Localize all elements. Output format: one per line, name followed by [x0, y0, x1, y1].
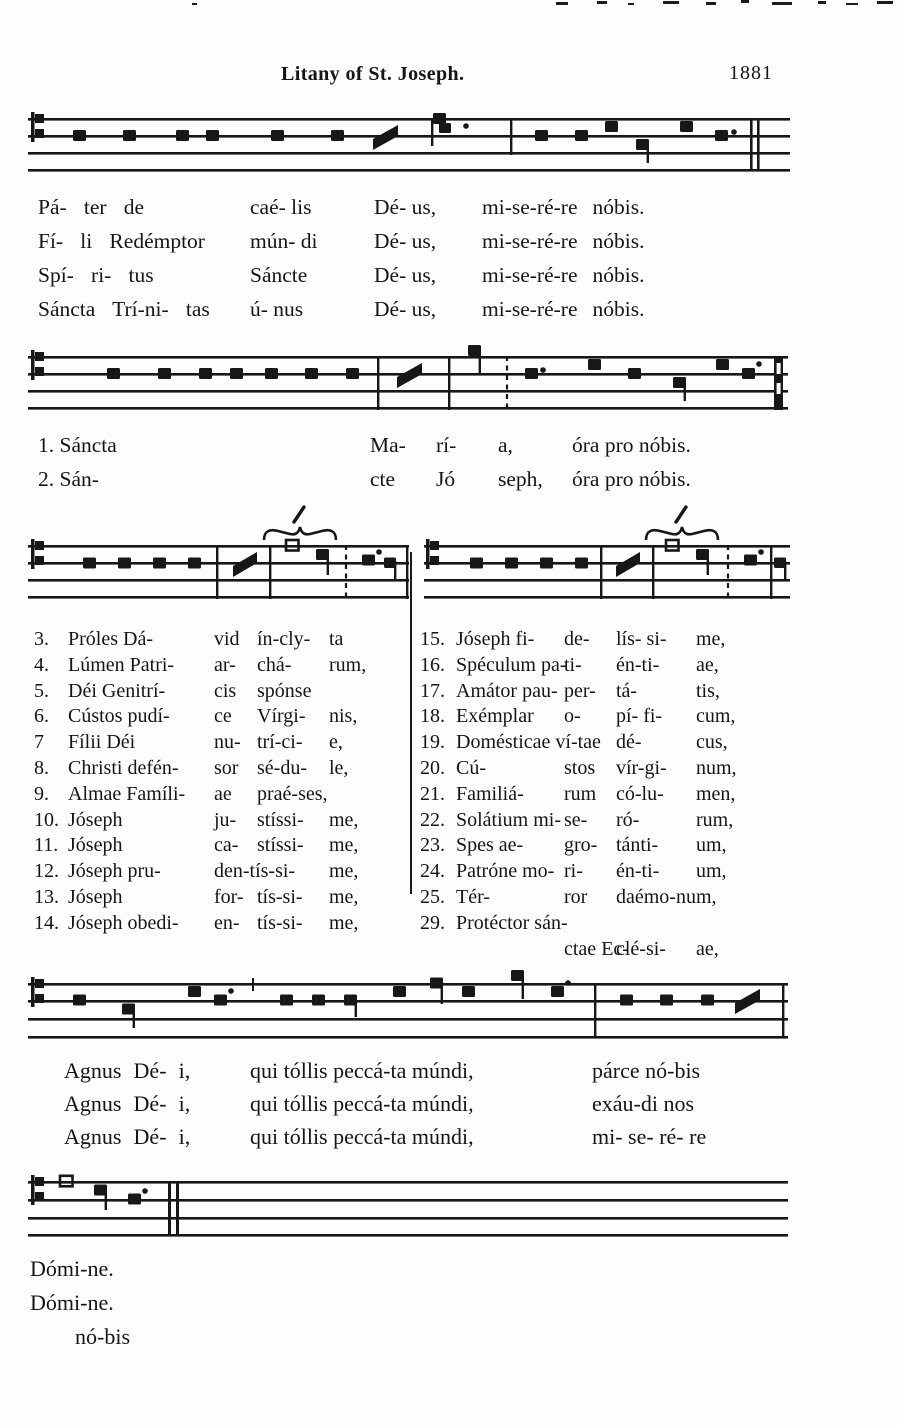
litany-row — [34, 833, 414, 859]
item-number: 13. — [34, 885, 59, 908]
lyric-cell: vír-gi- — [616, 756, 667, 779]
item-number: 22. — [420, 808, 445, 831]
lyric-cell: me, — [329, 808, 359, 831]
lyric-cell: le, — [329, 756, 349, 779]
lyric-cell: stíssi- — [257, 808, 304, 831]
lyric-cell: Domésticae ví-tae — [456, 731, 601, 754]
item-number: 18. — [420, 705, 445, 728]
litany-row — [420, 730, 850, 756]
finale-line: Dómi-ne. — [30, 1290, 114, 1315]
litany-row — [34, 679, 414, 705]
lyric-cell: sor — [214, 756, 239, 779]
litany-row — [34, 704, 414, 730]
item-number: 14. — [34, 911, 59, 934]
lyric-cell: dé- — [616, 731, 642, 754]
lyric-cell: Protéctor sán- — [456, 911, 568, 934]
phrase-bracket — [264, 527, 336, 540]
sancta-invocations — [38, 428, 783, 496]
item-number: 23. — [420, 834, 445, 857]
lyric-cell: ca- — [214, 834, 239, 857]
lyric-cell: Cústos pudí- — [68, 705, 170, 728]
item-number: 6. — [34, 705, 49, 728]
litany-row — [34, 653, 414, 679]
agnus-verse-row — [64, 1120, 804, 1153]
lyric-cell — [564, 730, 616, 756]
lyric-cell: mi-se-ré-re nóbis. — [482, 195, 645, 219]
lyric-cell: cis — [214, 679, 237, 702]
accent-mark — [676, 507, 686, 522]
lyric-cell: Exémplar — [456, 705, 534, 728]
podatus-neume — [233, 552, 257, 577]
lyric-cell: Fí- li Redémptor — [38, 229, 205, 253]
lyric-cell: se- — [564, 808, 588, 831]
lyric-cell: Jóseph pru- — [68, 860, 161, 883]
item-number: 7 — [34, 731, 44, 754]
lyric-cell: mi- se- ré- re — [592, 1124, 707, 1149]
litany-row — [34, 859, 414, 885]
lyric-cell: ae — [214, 782, 232, 805]
page-title: Litany of St. Joseph. — [281, 63, 465, 85]
item-number: 12. — [34, 860, 59, 883]
litany-row — [420, 833, 850, 859]
lyric-cell: me, — [329, 860, 359, 883]
lyric-cell: exáu-di nos — [592, 1091, 695, 1116]
lyric-cell: den-tís-si- — [214, 860, 296, 883]
lyric-cell: tís-si- — [257, 911, 303, 934]
item-number: 10. — [34, 808, 59, 831]
phrase-bracket — [646, 527, 718, 540]
lyric-cell: Spéculum pa- — [456, 653, 567, 676]
item-number: 19. — [420, 731, 445, 754]
lyric-cell: Jóseph — [68, 885, 123, 908]
lyric-cell: Vírgi- — [257, 705, 306, 728]
lyric-cell: Patróne mo- — [456, 860, 555, 883]
lyric-cell: rí- — [436, 433, 457, 457]
agnus-dei-lines — [64, 1054, 804, 1153]
lyric-cell: ctae Ec- — [564, 937, 629, 960]
podatus-neume — [735, 989, 760, 1014]
deus-verse-row — [38, 292, 753, 326]
litany-row — [34, 885, 414, 911]
lyric-cell: mún- di — [250, 229, 318, 253]
lyric-cell: Lúmen Patri- — [68, 653, 175, 676]
lyric-cell: ror — [564, 885, 588, 908]
lyric-cell: o- — [564, 705, 581, 728]
lyric-cell — [616, 911, 696, 937]
lyric-cell: tá- — [616, 679, 638, 702]
litany-row — [34, 730, 414, 756]
lyric-cell: Spes ae- — [456, 834, 524, 857]
lyric-cell: Solátium mi- — [456, 808, 561, 831]
lyric-cell: um, — [696, 834, 727, 857]
c-clef-icon — [31, 112, 44, 142]
lyric-cell: nu- — [214, 731, 241, 754]
lyric-cell: Cú- — [456, 756, 486, 779]
lyric-cell — [696, 885, 850, 911]
item-number — [420, 937, 456, 963]
lyric-cell: párce nó-bis — [592, 1058, 701, 1083]
sancta-verse-row — [38, 462, 783, 496]
lyric-cell: ró- — [616, 808, 640, 831]
lyric-cell: ae, — [696, 937, 719, 960]
lyric-cell: vid — [214, 628, 240, 650]
deus-verse-row — [38, 258, 753, 292]
lyric-cell — [329, 679, 414, 705]
lyric-cell: Jóseph obedi- — [68, 911, 179, 934]
lyric-cell: cte — [370, 467, 396, 491]
lyric-cell: me, — [329, 911, 359, 934]
lyric-cell: chá- — [257, 653, 292, 676]
lyric-cell: me, — [329, 834, 359, 857]
lyric-cell: rum, — [329, 653, 367, 676]
item-number: 5. — [34, 679, 49, 702]
podatus-neume — [397, 363, 422, 388]
litany-column-left — [34, 627, 414, 937]
litany-row — [420, 885, 850, 911]
finale-line: nó-bis — [75, 1324, 130, 1349]
sancta-verse-row — [38, 428, 783, 462]
lyric-cell: en- — [214, 911, 240, 934]
lyric-cell: Christi defén- — [68, 756, 179, 779]
item-number: 20. — [420, 756, 445, 779]
lyric-cell: mi-se-ré-re nóbis. — [482, 263, 645, 287]
lyric-cell: Déi Genitrí- — [68, 679, 166, 702]
lyric-cell: Jóseph — [68, 834, 123, 857]
lyric-cell: Dé- us, — [374, 195, 437, 219]
lyric-cell: qui tóllis peccá-ta múndi, — [250, 1058, 474, 1083]
lyric-cell — [257, 859, 329, 885]
c-clef-icon — [426, 539, 439, 569]
podatus-neume — [616, 552, 640, 577]
lyric-cell: clé-si- — [616, 937, 666, 960]
staff-sancta-notation — [28, 341, 794, 423]
lyric-cell: Dé- us, — [374, 263, 437, 287]
litany-row — [420, 653, 850, 679]
lyric-cell: a, — [498, 433, 513, 457]
item-number: 16. — [420, 653, 445, 676]
lyric-cell: Sáncta Trí-ni- tas — [38, 297, 210, 321]
lyric-cell: for- — [214, 885, 244, 908]
lyric-cell: stos — [564, 756, 596, 779]
lyric-cell: Agnus Dé- i, — [64, 1091, 191, 1116]
staff-deus-notation — [28, 104, 794, 182]
item-number: 17. — [420, 679, 445, 702]
lyric-cell: num, — [696, 756, 737, 779]
lyric-cell: mi-se-ré-re nóbis. — [482, 229, 645, 253]
item-number: 21. — [420, 782, 445, 805]
lyric-cell — [696, 911, 850, 937]
lyric-cell: cum, — [696, 705, 736, 728]
litany-row — [420, 911, 850, 937]
lyric-cell: um, — [696, 860, 727, 883]
item-number: 24. — [420, 860, 445, 883]
litany-row — [34, 808, 414, 834]
item-number: 3. — [34, 628, 49, 650]
lyric-cell: de- — [564, 628, 590, 650]
lyric-cell: ín-cly- — [257, 628, 311, 650]
podatus-neume — [373, 125, 398, 150]
lyric-cell: Jó — [436, 467, 456, 491]
lyric-cell: seph, — [498, 467, 543, 491]
lyric-cell — [456, 937, 564, 963]
lyric-cell: cus, — [696, 731, 728, 754]
litany-row — [420, 859, 850, 885]
lyric-cell: Dé- us, — [374, 297, 437, 321]
deus-verse-row — [38, 224, 753, 258]
lyric-cell: ri- — [564, 860, 583, 883]
item-number: 29. — [420, 911, 445, 934]
lyric-cell: óra pro nóbis. — [572, 433, 691, 457]
lyric-cell: rum, — [696, 808, 734, 831]
lyric-cell: praé-ses, — [257, 782, 328, 805]
lyric-cell: lís- si- — [616, 628, 667, 650]
deus-invocations — [38, 190, 753, 326]
item-number: 4. — [34, 653, 49, 676]
c-clef-icon — [31, 539, 44, 569]
lyric-cell: gro- — [564, 834, 598, 857]
lyric-cell — [329, 782, 414, 808]
lyric-cell: ar- — [214, 653, 236, 676]
lyric-cell: tánti- — [616, 834, 659, 857]
lyric-cell: ta — [329, 628, 344, 650]
lyric-cell: pí- fi- — [616, 705, 663, 728]
lyric-cell: Jóseph fi- — [456, 628, 535, 650]
c-clef-icon — [31, 1175, 44, 1205]
lyric-cell: ú- nus — [250, 297, 304, 321]
lyric-cell: Jóseph — [68, 808, 123, 831]
lyric-cell: Dé- us, — [374, 229, 437, 253]
litany-row — [420, 756, 850, 782]
lyric-cell: sé-du- — [257, 756, 307, 779]
item-number: 15. — [420, 628, 445, 650]
lyric-cell — [564, 911, 616, 937]
item-number: 25. — [420, 885, 445, 908]
lyric-cell: mi-se-ré-re nóbis. — [482, 297, 645, 321]
lyric-cell: stíssi- — [257, 834, 304, 857]
agnus-verse-row — [64, 1087, 804, 1120]
lyric-cell: Almae Famíli- — [68, 782, 186, 805]
litany-row — [420, 627, 850, 653]
lyric-cell: rum — [564, 782, 597, 805]
lyric-cell: ju- — [214, 808, 237, 831]
lyric-cell: ce — [214, 705, 232, 728]
lyric-cell: Próles Dá- — [68, 628, 153, 650]
lyric-cell: Familiá- — [456, 782, 524, 805]
lyric-cell: trí-ci- — [257, 731, 303, 754]
page-number: 1881 — [729, 62, 773, 84]
lyric-cell: Amátor pau- — [456, 679, 558, 702]
lyric-cell: Sáncte — [250, 263, 308, 287]
lyric-cell: én-ti- — [616, 860, 660, 883]
staff-agnus-notation — [28, 970, 794, 1054]
litany-column-right — [420, 627, 850, 962]
item-number: 8. — [34, 756, 49, 779]
lyric-cell: én-ti- — [616, 653, 660, 676]
litany-row — [420, 808, 850, 834]
lyric-cell: có-lu- — [616, 782, 664, 805]
finale-line: Dómi-ne. — [30, 1256, 114, 1281]
staff-litany-left-notation — [28, 498, 418, 608]
lyric-cell: per- — [564, 679, 596, 702]
lyric-cell: me, — [696, 628, 726, 650]
lyric-cell: 2. Sán- — [38, 467, 99, 491]
item-number: 9. — [34, 782, 49, 805]
deus-verse-row — [38, 190, 753, 224]
staff-litany-right-notation — [424, 498, 794, 608]
lyric-cell: Tér- — [456, 885, 491, 908]
agnus-verse-row — [64, 1054, 804, 1087]
c-clef-icon — [31, 350, 44, 380]
lyric-cell: ti- — [564, 653, 582, 676]
finale-lines — [30, 1252, 130, 1354]
lyric-cell: Fílii Déi — [68, 731, 136, 754]
lyric-cell: men, — [696, 782, 736, 805]
lyric-cell: caé- lis — [250, 195, 312, 219]
lyric-cell: qui tóllis peccá-ta múndi, — [250, 1091, 474, 1116]
litany-row — [34, 911, 414, 937]
litany-row — [420, 937, 850, 963]
lyric-cell: Ma- — [370, 433, 406, 457]
litany-row — [34, 756, 414, 782]
lyric-cell: e, — [329, 731, 343, 754]
litany-row — [420, 704, 850, 730]
accent-mark — [294, 507, 304, 522]
item-number: 11. — [34, 834, 59, 857]
lyric-cell: spónse — [257, 679, 312, 702]
staff-domine-notation — [28, 1168, 794, 1246]
lyric-cell: 1. Sáncta — [38, 433, 117, 457]
litany-row — [420, 679, 850, 705]
lyric-cell: nis, — [329, 705, 358, 728]
lyric-cell: Pá- ter de — [38, 195, 145, 219]
lyric-cell: tis, — [696, 679, 720, 702]
lyric-cell: tís-si- — [257, 885, 303, 908]
lyric-cell: óra pro nóbis. — [572, 467, 691, 491]
lyric-cell: me, — [329, 885, 359, 908]
lyric-cell: qui tóllis peccá-ta múndi, — [250, 1124, 474, 1149]
lyric-cell: Agnus Dé- i, — [64, 1124, 191, 1149]
litany-row — [420, 782, 850, 808]
litany-row — [34, 782, 414, 808]
litany-row — [34, 627, 414, 653]
c-clef-icon — [31, 977, 44, 1007]
lyric-cell: ae, — [696, 653, 719, 676]
lyric-cell: daémo-num, — [616, 885, 717, 908]
lyric-cell: Spí- ri- tus — [38, 263, 154, 287]
lyric-cell: Agnus Dé- i, — [64, 1058, 191, 1083]
